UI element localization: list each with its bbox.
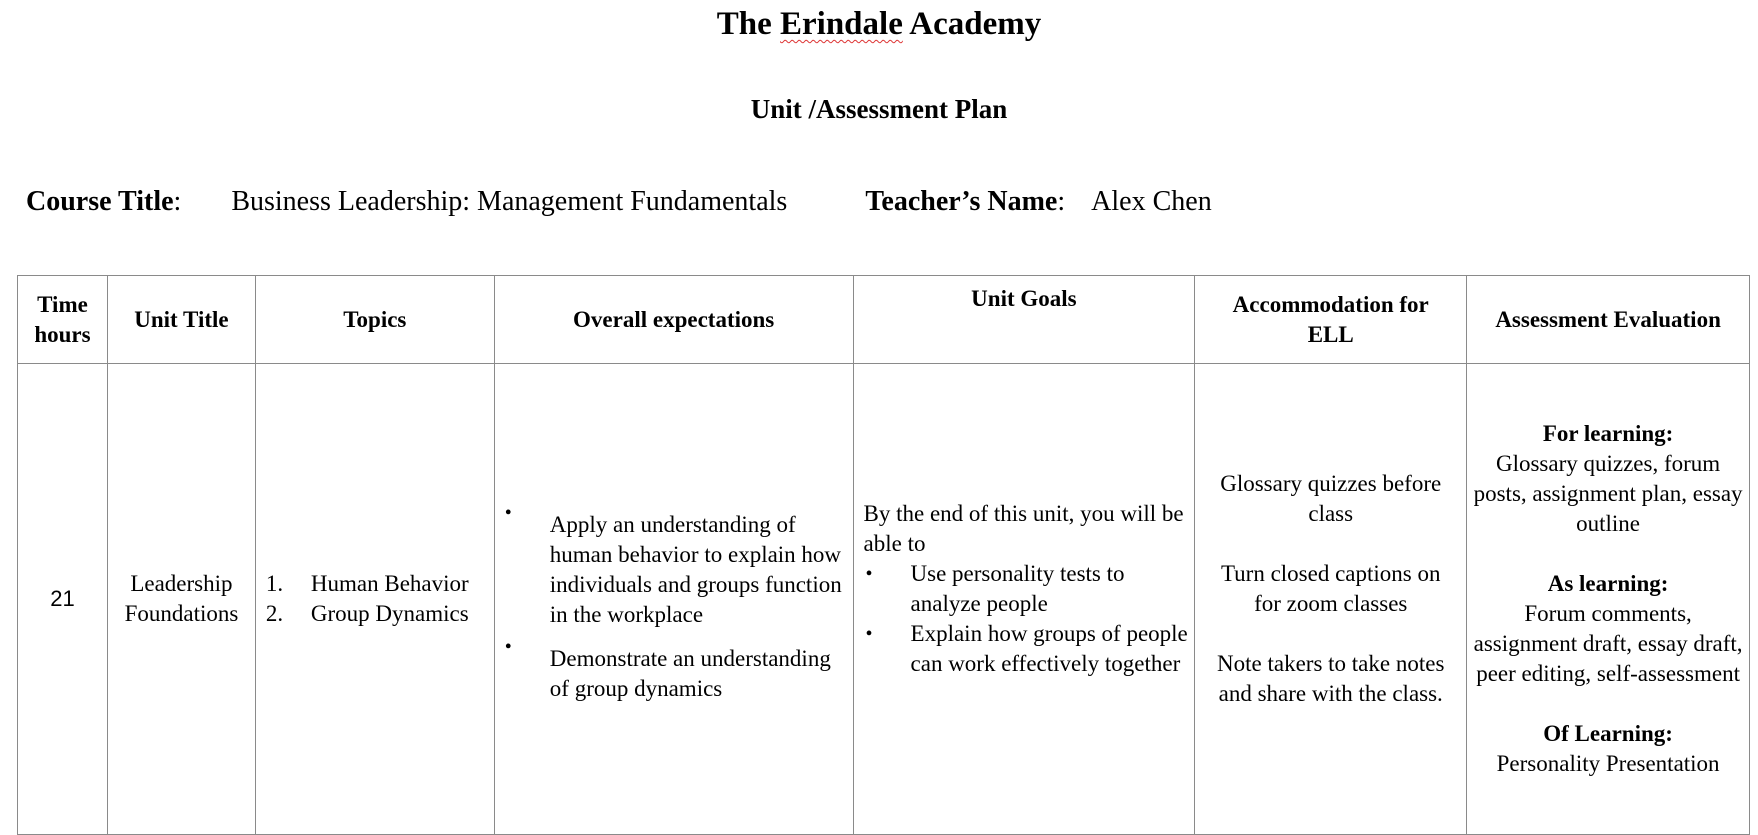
list-item (864, 559, 1191, 619)
header-accommodation-ell: Accommodation for ELL (1195, 276, 1467, 364)
goals-list (864, 559, 1191, 679)
header-topics: Topics (255, 276, 494, 364)
cell-unit-title: Leadership Foundations (107, 364, 255, 835)
bullet-icon: • (865, 563, 873, 585)
list-number: 1. (265, 571, 284, 596)
course-info-line (26, 186, 1212, 218)
bullet-icon: • (865, 623, 873, 645)
bullet-icon: • (504, 502, 512, 524)
expectation-text: Apply an understanding of human behavior to explain how individuals and groups function in the workplace (549, 512, 842, 627)
cell-assessment (1467, 364, 1750, 835)
topics-list (266, 569, 490, 629)
title-text: Academy (902, 6, 1042, 42)
assessment-label: For learning: (1542, 421, 1674, 446)
assessment-label: Of Learning: (1543, 721, 1673, 746)
header-unit-title: Unit Title (107, 276, 255, 364)
assessment-text: Personality Presentation (1496, 751, 1720, 776)
assessment-of-learning (1473, 719, 1743, 779)
assessment-label: As learning: (1547, 571, 1669, 596)
header-assessment-evaluation: Assessment Evaluation (1467, 276, 1750, 364)
title-text: The (716, 6, 780, 42)
assessment-text: Glossary quizzes, forum posts, assignment plan, essay outline (1473, 451, 1743, 536)
document-subtitle: Unit /Assessment Plan (750, 94, 1008, 124)
goal-text: Use personality tests to analyze people (910, 561, 1125, 616)
course-title-value: Business Leadership: Management Fundamentals (231, 186, 788, 217)
colon: : (173, 186, 182, 217)
accommodation-item: Note takers to take notes and share with the class. (1217, 651, 1445, 706)
colon: : (1057, 186, 1066, 217)
teacher-name-label: Teacher’s Name (865, 186, 1058, 217)
document-title (0, 6, 1758, 43)
topic-text: Group Dynamics (310, 601, 469, 626)
expectation-text: Demonstrate an understanding of group dynamics (549, 646, 831, 701)
spellcheck-word[interactable]: Erindale (780, 6, 903, 42)
cell-accommodation (1195, 364, 1467, 835)
table-row (18, 364, 1750, 835)
header-overall-expectations: Overall expectations (494, 276, 853, 364)
cell-time: 21 (18, 364, 108, 835)
list-number: 2. (265, 601, 284, 626)
bullet-icon: • (504, 636, 512, 658)
list-item (266, 599, 490, 629)
goal-text: Explain how groups of people can work effectively together (910, 621, 1188, 676)
topic-text: Human Behavior (310, 571, 469, 596)
cell-overall-expectations (494, 364, 853, 835)
teacher-name-value: Alex Chen (1091, 186, 1212, 217)
expectations-list (504, 502, 845, 704)
goals-intro: By the end of this unit, you will be able to (863, 501, 1184, 556)
assessment-as-learning (1473, 569, 1743, 689)
list-item (266, 569, 490, 599)
list-item (504, 636, 845, 704)
header-unit-goals: Unit Goals (853, 276, 1195, 364)
table-header-row (18, 276, 1750, 364)
accommodation-item: Turn closed captions on for zoom classes (1220, 561, 1441, 616)
list-item (864, 619, 1191, 679)
accommodation-item: Glossary quizzes before class (1220, 471, 1442, 526)
assessment-for-learning (1473, 419, 1743, 539)
unit-plan-table (17, 275, 1750, 835)
list-item (504, 502, 845, 630)
cell-topics (255, 364, 494, 835)
assessment-text: Forum comments, assignment draft, essay draft, peer editing, self-assessment (1473, 601, 1743, 686)
course-title-label: Course Title (26, 186, 174, 217)
header-time-hours: Time hours (18, 276, 108, 364)
cell-unit-goals (853, 364, 1195, 835)
